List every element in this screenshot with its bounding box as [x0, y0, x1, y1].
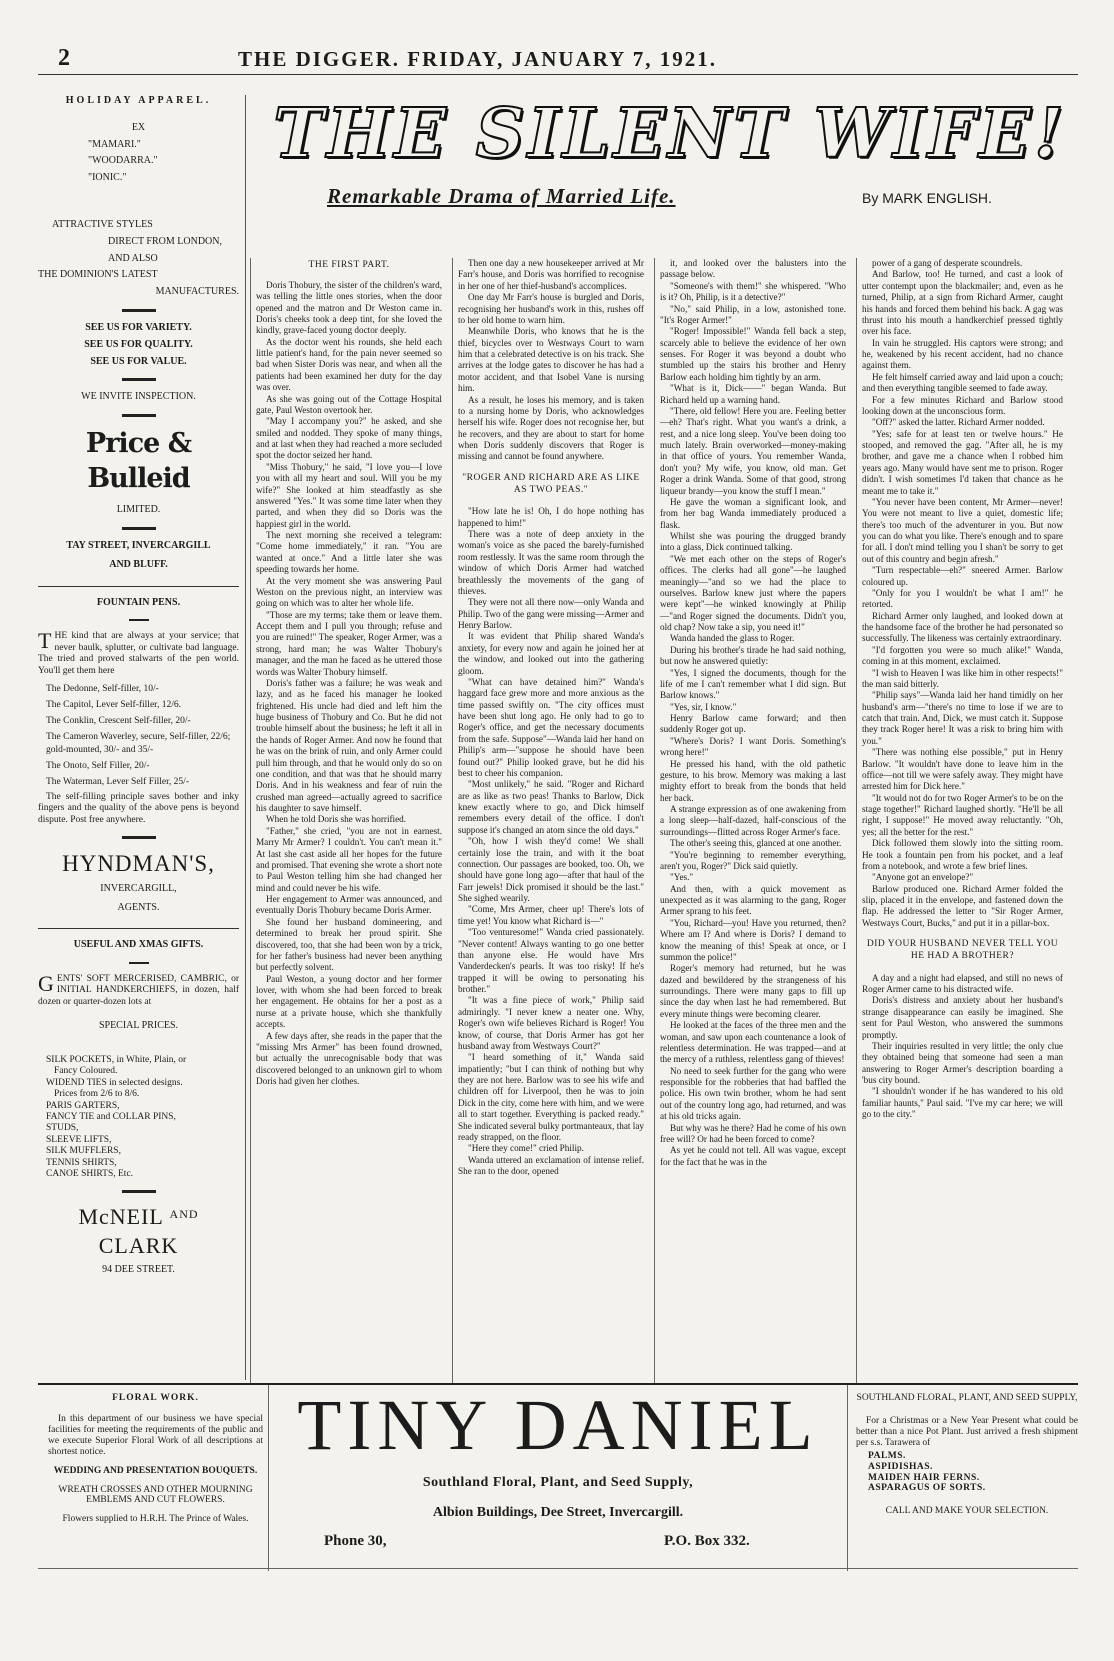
- gift-item: Prices from 2/6 to 8/6.: [54, 1089, 140, 1100]
- wedding-text: WEDDING AND PRESENTATION BOUQUETS.: [53, 1465, 258, 1476]
- story-paragraph: "I wish to Heaven I was like him in other respects!" the man said bitterly.: [862, 667, 1063, 689]
- gift-item: SILK POCKETS, in White, Plain, or: [46, 1055, 187, 1066]
- pen-item: The Waterman, Lever Self Filler, 25/-: [46, 776, 189, 787]
- story-paragraph: For a few minutes Richard and Barlow stood looking down at the unconscious form.: [862, 394, 1063, 416]
- bottom-advert: [38, 1383, 1078, 1569]
- pen-item: The Onoto, Self Filler, 20/-: [46, 760, 150, 771]
- limited-text: LIMITED.: [116, 504, 161, 516]
- pen-item: The Capitol, Lever Self-filler, 12/6.: [46, 700, 181, 711]
- gifts-heading: USEFUL AND XMAS GIFTS.: [73, 939, 204, 951]
- story-paragraph: "I heard something of it," Wanda said impatiently; "but I can think of nothing but why they are not here. Barlow was to see his wife and children off for Liverpool, then he was to join Dick in the city, come here with him, and we were all to start together. Everything is packed ready." She indicated several bulky portmanteaux, that lay ready strapped, on the floor.: [458, 1052, 644, 1142]
- mcneil-clark-name: [38, 1203, 239, 1259]
- headline-title: THE SILENT WIFE!: [273, 94, 1067, 174]
- drop-cap: T: [38, 628, 52, 654]
- drop-cap: G: [38, 971, 54, 997]
- tiny-daniel-panel: [268, 1385, 848, 1571]
- divider-rule: [122, 309, 156, 312]
- address-line: Albion Buildings, Dee Street, Invercargill.: [432, 1505, 684, 1520]
- story-paragraph: "I shouldn't wonder if he has wandered to his old familiar haunts," Paul said. "I've my car here; we will go to the city.": [862, 1086, 1063, 1120]
- story-paragraph: "Only for you I wouldn't be what I am!" he retorted.: [862, 587, 1063, 610]
- styles-line-3: AND ALSO: [108, 252, 158, 264]
- gift-item: FANCY TIE and COLLAR PINS,: [46, 1112, 176, 1123]
- col4b-paragraphs: [862, 973, 1063, 1121]
- divider-rule: [122, 527, 156, 530]
- story-paragraph: "Off?" asked the latter. Richard Armer nodded.: [872, 417, 1045, 428]
- firm-and: AND: [169, 1207, 199, 1222]
- story-paragraph: In vain he struggled. His captors were strong; and he, weakened by his recent accident, had no chance against them.: [862, 337, 1063, 371]
- story-paragraph: "Miss Thobury," he said, "I love you—I love you with all my heart and soul. Will you be my wife?" She looked at him steadfastly as she answered "Yes." It was some time later when they parted, and when they did so Doris was the happiest girl in the world.: [256, 461, 442, 529]
- story-paragraph: it, and looked over the balusters into the passage below.: [660, 258, 846, 280]
- pens-heading: FOUNTAIN PENS.: [96, 596, 181, 608]
- story-paragraph: "It would not do for two Roger Armer's to be on the stage together!" Richard laughed shortly. "He'll be all right, I suppose!" He moved away reluctantly. "Oh, yes; all the better for the rest.": [862, 792, 1063, 837]
- story-paragraph: Then one day a new housekeeper arrived at Mr Farr's house, and Doris was horrified to recognise in her one of her thief-husband's accomplices.: [458, 258, 644, 291]
- gifts-intro: [38, 971, 239, 1008]
- story-paragraph: No need to seek further for the gang who were responsible for the robberies that had baffled the police. His own twin brother, whom he had sent out of the country long ago, had returned, and was at his old tricks again.: [660, 1065, 846, 1122]
- story-headline: [250, 94, 1080, 216]
- story-paragraph: "Roger! Impossible!" Wanda fell back a step, scarcely able to believe the evidence of her own senses. For Roger it was beyond a doubt who stumbled up the stairs his brother and Henry Barlow each holding him tightly by an arm.: [660, 326, 846, 382]
- story-paragraph: "Here they come!" cried Philip.: [468, 1143, 584, 1154]
- story-paragraph: "Someone's with them!" she whispered. "Who is it? Oh, Philip, is it a detective?": [660, 280, 846, 303]
- story-paragraph: Her engagement to Armer was announced, and eventually Doris Thobury became Doris Armer.: [256, 894, 442, 916]
- royal-text: Flowers supplied to H.R.H. The Prince of Wales.: [62, 1514, 249, 1525]
- gifts-intro-text: ENTS' SOFT MERCERISED, CAMBRIC, or INITIAL HANDKERCHIEFS, in dozen, half dozen or quarter-dozen lots at: [38, 974, 239, 1007]
- left-advert-column: [38, 95, 246, 1380]
- story-paragraph: "No," said Philip, in a low, astonished tone. "It's Roger Armer!": [660, 303, 846, 325]
- section-divider: [38, 928, 239, 929]
- story-paragraph: "Most unlikely," he said. "Roger and Richard are as like as two peas! Thanks to Barlow, Dick knew exactly where to go, and Dick himself remembers every detail of the office. I don't suppose it's changed an atom since the old days.": [458, 779, 644, 835]
- styles-line-1: ATTRACTIVE STYLES: [52, 218, 153, 230]
- mcneil-street: 94 DEE STREET.: [102, 1263, 175, 1275]
- story-paragraph: "Too venturesome!" Wanda cried passionately. "Never content! Always wanting to go one better than anyone else. He would have Mrs Vanderdecken's pearls. It was too risky! If he's trapped it will be owing to personating his brother.": [458, 927, 644, 994]
- story-paragraph: "What can have detained him?" Wanda's haggard face grew more and more anxious as the time passed swiftly on. "The city offices must have been shut long ago. He only had to go to Roger's office, and get the necessary documents from the safe. Suppose"—Wanda laid her hand on Philip's arm—"suppose he should have been found out?" Philip looked grave, but he did his best to cheer his companion.: [458, 676, 644, 778]
- story-paragraph: Barlow produced one. Richard Armer folded the slip, placed it in the envelope, and fastened down the flap. He addressed the letter to "Sir Roger Armer, Westways Court, Bucks," and put it in a pillar-box.: [862, 883, 1063, 928]
- call-text: CALL AND MAKE YOUR SELECTION.: [885, 1506, 1049, 1517]
- col2b-paragraphs: [458, 506, 644, 1177]
- story-paragraph: "Father," she cried, "you are not in earnest. Marry Mr Armer? I couldn't. You can't mean it." At last she cast aside all her hopes for the future and promised. That evening she wrote a short note to Paul Weston telling him she had changed her mind and could never be his wife.: [256, 825, 442, 893]
- story-paragraph: Dick followed them slowly into the sitting room. He took a fountain pen from his pocket, and a leaf from a notebook, and wrote a few brief lines.: [862, 838, 1063, 871]
- story-paragraph: "You're beginning to remember everything, aren't you, Roger?" Dick said quietly.: [660, 849, 846, 871]
- masthead-title: THE DIGGER. FRIDAY, JANUARY 7, 1921.: [238, 47, 718, 71]
- ship-ionic: "IONIC.": [88, 172, 127, 184]
- section-heading-peas: "ROGER AND RICHARD ARE AS LIKE AS TWO PEAS.": [462, 472, 640, 495]
- ex-label: EX: [131, 121, 146, 133]
- gift-item: Fancy Coloured.: [54, 1066, 118, 1077]
- pens-outro: The self-filling principle saves bother and inky fingers and the quality of the above pens is beyond dispute. Post free anywhere.: [38, 792, 239, 825]
- story-paragraph: Whilst she was pouring the drugged brandy into a glass, Dick continued talking.: [660, 531, 846, 553]
- see-variety: SEE US FOR VARIETY.: [85, 321, 192, 333]
- story-paragraph: "How late he is! Oh, I do hope nothing has happened to him!": [458, 506, 644, 528]
- story-paragraph: But why was he there? Had he come of his own free will? Or had he been forced to come?: [660, 1122, 846, 1144]
- story-paragraph: A few days after, she reads in the paper that the "missing Mrs Armer" has been found drowned, but actually the unrecognisable body that was discovered belonged to an unknown girl to whom Doris had given her clothes.: [256, 1030, 442, 1086]
- story-paragraph: He looked at the faces of the three men and the woman, and saw upon each countenance a look of relentless determination. He was trapped—and at the mercy of a ruthless, relentless gang of thieves!: [660, 1020, 846, 1065]
- masthead: [38, 45, 1078, 75]
- story-paragraph: As the doctor went his rounds, she held each little patient's hand, for the pain never seemed so bad when Sister Doris was near, and when all the patients had been examined her duty for the day was over.: [256, 336, 442, 393]
- pens-intro-text: HE kind that are always at your service; that never baulk, splutter, or cultivate bad language. The tried and proved stalwarts of the pen world. You'll get them here: [38, 631, 239, 676]
- see-value: SEE US FOR VALUE.: [90, 355, 187, 367]
- story-paragraph: "I'd forgotten you were so much alike!" Wanda, coming in at this moment, exclaimed.: [862, 644, 1063, 667]
- story-paragraph: He gave the woman a significant look, and from her bag Wanda immediately produced a flask.: [660, 496, 846, 530]
- headline-byline: By MARK ENGLISH.: [862, 190, 992, 206]
- col1-paragraphs: [256, 280, 442, 1088]
- part-heading: THE FIRST PART.: [308, 260, 390, 270]
- story-paragraph: And Barlow, too! He turned, and cast a look of utter contempt upon the blackmailer; and, even as he turned, Philip, at a sign from Richard Armer, caught his hands and forced them behind his back. A gag was thrust into his mouth a handkerchief pressed tightly over his face.: [862, 269, 1063, 337]
- story-paragraph: She found her husband domineering, and determined to break her proud spirit. She discovered, too, that she had been won by a trick, for her father's business had never been anything but perfectly solvent.: [256, 916, 442, 973]
- pen-item: The Conklin, Crescent Self-filler, 20/-: [46, 716, 191, 727]
- col2-paragraphs: [458, 258, 644, 463]
- address-line-2: AND BLUFF.: [109, 558, 168, 570]
- gift-item: SILK MUFFLERS,: [46, 1146, 121, 1157]
- story-paragraph: Doris's father was a failure; he was weak and lazy, and as he faced his manager he looked frightened. His uncle had died and left him the huge business of Thobury and Co. But he did not trouble himself about the business; he left it all in the hands of Roger Armer. And now he found that he was on the brink of ruin, and only Armer could pull him through, and that he would only do so on one condition, and that was that he should marry Doris. And in his weakness and fear of ruin the crushed man agreed—actually agreed to sacrifice his daughter to save himself.: [256, 677, 442, 813]
- story-paragraph: As a result, he loses his memory, and is taken to a nursing home by Doris, who acknowledges herself his wife. Roger does not recognise her, but he recovers, and they are about to start for home when Doris suddenly discovers that Roger is missing and cannot be found anywhere.: [458, 394, 644, 462]
- story-paragraph: And then, with a quick movement as unexpected as it was alarming to the gang, Roger Armer sprang to his feet.: [660, 883, 846, 917]
- gift-item: TENNIS SHIRTS,: [46, 1157, 117, 1168]
- divider-rule: [122, 836, 156, 839]
- story-paragraph: The next morning she received a telegram: "Come home immediately," it ran. "You are wanted at once." And a little later she was speeding towards her home.: [256, 530, 442, 575]
- plant-item: ASPARAGUS OF SORTS.: [868, 1483, 986, 1494]
- floral-heading: FLORAL WORK.: [112, 1393, 199, 1403]
- story-paragraph: "Anyone got an envelope?": [872, 872, 974, 883]
- story-paragraph: Doris Thobury, the sister of the children's ward, was telling the little ones stories, when the door opened and the matron and Dr Weston came in. Doris's cheeks took a deep tint, for she loved the kindly, grave-faced young doctor deeply.: [256, 279, 442, 336]
- supply-line: Southland Floral, Plant, and Seed Supply,: [422, 1475, 694, 1490]
- story-paragraph: "Oh, how I wish they'd come! We shall certainly lose the train, and with it the boat connection. Our passages are booked, too. Oh, we should have gone long ago—after that haul of the Farr jewels! Dick promised it should be the last." She sighed wearily.: [458, 836, 644, 903]
- story-paragraph: "It was a fine piece of work," Philip said admiringly. "I never knew a neater one. Why, Roger's own wife believes Richard is Roger! You know, of course, that Doris Armer has got her husband away from Westways Court?": [458, 995, 644, 1051]
- divider-rule: [122, 1190, 156, 1193]
- styles-line-5: MANUFACTURES.: [155, 286, 239, 298]
- story-paragraph: It was evident that Philip shared Wanda's anxiety, for every now and again he joined her at the window, and looked out into the gathering gloom.: [458, 631, 644, 676]
- story-paragraph: At the very moment she was answering Paul Weston on the previous night, an interview was going on which was to alter her whole life.: [256, 575, 442, 609]
- story-paragraph: As yet he could not tell. All was vague, except for the fact that he was in the: [660, 1145, 846, 1167]
- story-paragraph: When he told Doris she was horrified.: [266, 814, 407, 825]
- story-paragraph: "Turn respectable—eh?" sneered Armer. Barlow coloured up.: [862, 565, 1063, 587]
- gift-item: STUDS,: [46, 1123, 79, 1134]
- plant-item: ASPIDISHAS.: [868, 1461, 933, 1472]
- story-paragraph: "What is it, Dick——" began Wanda. But Richard held up a warning hand.: [660, 383, 846, 405]
- headline-subtitle: Remarkable Drama of Married Life.: [327, 184, 676, 208]
- story-paragraph: Their inquiries resulted in very little; the only clue they obtained being that someone had seen a man answering to Roger Armer's description boarding a 'bus city bound.: [862, 1040, 1063, 1085]
- story-paragraph: "Yes; safe for at least ten or twelve hours." He stooped, and removed the gag. "After all, he is my brother, and gave me a chance when I robbed him years ago. Many would have sent me to prison. Roger didn't. I wish sometimes I'd taken that chance as he meant me to take it.": [862, 428, 1063, 496]
- story-paragraph: Richard Armer only laughed, and looked down at the handsome face of the brother he had personated so successfully. The likeness was certainly extraordinary.: [862, 610, 1063, 644]
- pen-item: The Cameron Waverley, secure, Self-filler, 22/6; gold-mounted, 30/- and 35/-: [46, 732, 231, 755]
- firm-part-a: McNEIL: [78, 1204, 164, 1230]
- gift-item: PARIS GARTERS,: [46, 1100, 120, 1111]
- pot-plant-text: For a Christmas or a New Year Present what could be better than a nice Pot Plant. Just arrived a fresh shipment per s.s. Tarawera of: [856, 1415, 1078, 1448]
- story-paragraph: During his brother's tirade he had said nothing, but now he answered quietly:: [660, 644, 846, 667]
- story-paragraph: "Those are my terms; take them or leave them. Accept them and I pull you through; refuse and you are ruined!" The speaker, Roger Armer, was a strong, hard man; he was Walter Thobury's manager, and the man he faced as he uttered those words was Walter Thobury himself.: [256, 609, 442, 677]
- hyndmans-name: HYNDMAN'S,: [62, 851, 215, 877]
- styles-line-4: THE DOMINION'S LATEST: [38, 269, 158, 281]
- col4-paragraphs: [862, 258, 1063, 929]
- story-paragraph: He felt himself carried away and laid upon a couch; and then everything tangible seemed to fade away.: [862, 371, 1063, 394]
- divider-rule: [122, 414, 156, 417]
- invite-text: WE INVITE INSPECTION.: [81, 391, 196, 403]
- story-column-4: [856, 258, 1068, 1383]
- southland-heading: SOUTHLAND FLORAL, PLANT, AND SEED SUPPLY,: [856, 1393, 1078, 1403]
- hyndmans-agents: AGENTS.: [117, 901, 160, 913]
- pot-plant-panel: [856, 1393, 1078, 1517]
- section-divider: [38, 586, 239, 587]
- story-paragraph: "There, old fellow! Here you are. Feeling better—eh? That's right. What you want's a drink, a rest, and a nice long sleep. You've been doing too much lately. Brain overworked—money-making in that office of yours. You remember Wanda, don't you? My wife, you know, old man. Get Roger a drink Wanda. Some of that good, strong liqueur brandy—you know the stuff I mean.": [660, 405, 846, 496]
- story-column-3: [654, 258, 851, 1383]
- divider-rule: [122, 378, 156, 381]
- story-paragraph: "May I accompany you?" he asked, and she smiled and nodded. They spoke of many things, and at last when they had reached a more secluded spot the doctor seized her hand.: [256, 416, 442, 461]
- story-column-1: [250, 258, 447, 1383]
- tiny-daniel-name: TINY DANIEL: [297, 1385, 819, 1465]
- story-column-2: [452, 258, 649, 1383]
- story-paragraph: One day Mr Farr's house is burgled and Doris, recognising her husband's work in this, rushes off to her old home to warn him.: [458, 292, 644, 325]
- ship-mamari: "MAMARI.": [88, 138, 141, 150]
- phone-number: Phone 30,: [324, 1533, 387, 1549]
- story-paragraph: "Philip says"—Wanda laid her hand timidly on her husband's arm—"there's no time to lose if we are to catch that train. And, Dick, we must catch it. Suppose they track Roger here! It was a risk to bring him with you.": [862, 690, 1063, 746]
- firm-part-b: CLARK: [98, 1232, 179, 1258]
- story-paragraph: "Yes.": [670, 872, 694, 883]
- floral-work-panel: [48, 1393, 263, 1525]
- story-paragraph: Doris's distress and anxiety about her husband's strange disappearance can easily be imagined. She sent for Paul Weston, who answered the summons promptly.: [862, 995, 1063, 1040]
- price-bulleid-name: Price & Bulleid: [85, 428, 192, 494]
- story-paragraph: "Yes, sir, I know.": [670, 701, 737, 712]
- story-paragraph: As she was going out of the Cottage Hospital gate, Paul Weston overtook her.: [256, 393, 442, 415]
- story-paragraph: "Yes, I signed the documents, though for the life of me I can't remember what I did sign. But Barlow knows.": [660, 667, 846, 701]
- story-paragraph: A strange expression as of one awakening from a long sleep—half-dazed, half-conscious of the surroundings—flitted across Roger Armer's face.: [660, 804, 846, 837]
- section-heading-brother: DID YOUR HUSBAND NEVER TELL YOU HE HAD A BROTHER?: [866, 939, 1059, 961]
- story-paragraph: Paul Weston, a young doctor and her former lover, with whom she had been forced to break her engagement. He obtains for her a post as a nurse at a private house, which she thankfully accepts.: [256, 973, 442, 1030]
- hyndmans-town: INVERCARGILL,: [100, 882, 177, 894]
- story-paragraph: Wanda uttered an exclamation of intense relief. She ran to the door, opened: [458, 1154, 644, 1176]
- story-paragraph: "Where's Doris? I want Doris. Something's wrong here!": [660, 735, 846, 758]
- gift-item: SLEEVE LIFTS,: [46, 1134, 112, 1145]
- ship-woodarra: "WOODARRA.": [88, 155, 158, 167]
- story-paragraph: Henry Barlow came forward; and then suddenly Roger got up.: [660, 713, 846, 735]
- gifts-list: [38, 1055, 239, 1180]
- gift-item: WIDEND TIES in selected designs.: [46, 1077, 183, 1088]
- page-number: 2: [58, 45, 70, 71]
- styles-line-2: DIRECT FROM LONDON,: [108, 235, 222, 247]
- wreaths-text: WREATH CROSSES AND OTHER MOURNING EMBLEMS AND CUT FLOWERS.: [58, 1484, 253, 1506]
- story-paragraph: "We met each other on the steps of Roger's offices. The clerks had all gone"—he laughed meaningly—"and so we had the place to ourselves. Barlow knew just where the papers were kept"—he winked knowingly at Philip—"and Roger signed the documents. Didn't you, old chap? Now take a sip, you need it!": [660, 553, 846, 632]
- col3-paragraphs: [660, 258, 846, 1168]
- see-quality: SEE US FOR QUALITY.: [84, 338, 193, 350]
- holiday-heading: HOLIDAY APPAREL.: [65, 95, 212, 106]
- plant-item: MAIDEN HAIR FERNS.: [868, 1472, 980, 1483]
- plant-item: PALMS.: [868, 1450, 906, 1461]
- story-paragraph: "You, Richard—you! Have you returned, then? Where am I? And where is Doris? I demand to know the meaning of this! Speak at once, or I summon the police!": [660, 917, 846, 962]
- story-paragraph: power of a gang of desperate scoundrels.: [872, 258, 1023, 268]
- divider-rule: [129, 962, 149, 964]
- story-paragraph: Meanwhile Doris, who knows that he is the thief, bicycles over to Westways Court to warn him that a celebrated detective is on his track. She arrives at the lodge gates to discover he has had a motor accident, and that Isobel Vane is nursing him.: [458, 326, 644, 394]
- story-paragraph: He pressed his hand, with the old pathetic gesture, to his brow. Memory was making a last mighty effort to break from the bonds that held her back.: [660, 758, 846, 803]
- address-line-1: TAY STREET, INVERCARGILL: [66, 540, 211, 552]
- story-paragraph: Wanda handed the glass to Roger.: [670, 633, 795, 644]
- story-paragraph: Roger's memory had returned, but he was dazed and bewildered by the strangeness of his surroundings. There were many gaps to fill up since the day when last he had remembered. But every minute things were becoming clearer.: [660, 963, 846, 1019]
- story-paragraph: A day and a night had elapsed, and still no news of Roger Armer came to his distracted wife.: [862, 972, 1063, 994]
- story-paragraph: "Come, Mrs Armer, cheer up! There's lots of time yet! You know what Richard is—": [458, 904, 644, 926]
- divider-rule: [129, 619, 149, 621]
- story-paragraph: They were not all there now—only Wanda and Philip. Two of the gang were missing—Armer and Henry Barlow.: [458, 597, 644, 630]
- story-paragraph: "There was nothing else possible," put in Henry Barlow. "It wouldn't have done to leave him in the office—not till we were safely away. They might have arrested him for Dick here.": [862, 747, 1063, 792]
- special-prices: SPECIAL PRICES.: [98, 1020, 179, 1032]
- plant-list: [856, 1451, 1078, 1495]
- po-box: P.O. Box 332.: [664, 1533, 750, 1549]
- gift-item: CANOE SHIRTS, Etc.: [46, 1168, 134, 1179]
- story-paragraph: "You never have been content, Mr Armer—never! You were not meant to live a quiet, domestic life; there's too much of the adventurer in you. But now you can do what you like. There's enough and to spare for all. I don't mind telling you I shan't be sorry to get out of this country and begin afresh.": [862, 496, 1063, 564]
- pen-item: The Dedonne, Self-filler, 10/-: [46, 684, 159, 694]
- floral-text: In this department of our business we have special facilities for meeting the requirements of the public and we execute Superior Floral Work of all descriptions at shortest notice.: [48, 1413, 263, 1457]
- pens-list: [38, 683, 239, 788]
- story-paragraph: There was a note of deep anxiety in the woman's voice as she paced the barely-furnished room restlessly. It was the same room through the window of which Doris Armer had watched breathlessly the movements of the gang of thieves.: [458, 529, 644, 596]
- story-paragraph: The other's seeing this, glanced at one another.: [670, 838, 842, 849]
- pens-intro: [38, 628, 239, 677]
